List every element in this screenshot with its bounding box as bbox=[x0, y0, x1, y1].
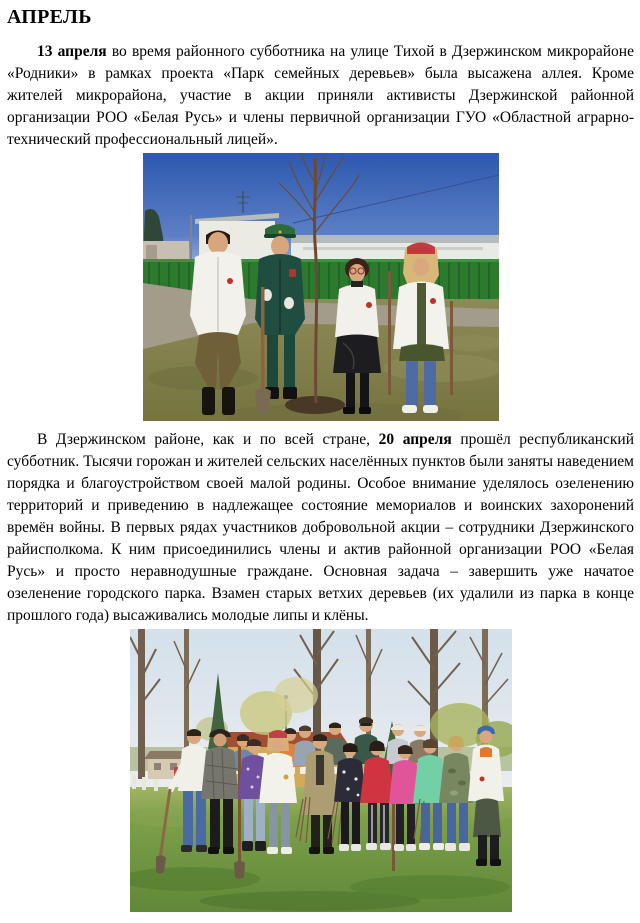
bold-date-13-april: 13 апреля bbox=[37, 43, 107, 60]
photo-tree-planting-alley bbox=[143, 153, 499, 421]
photo-2-illustration bbox=[130, 629, 512, 912]
shovel-blade bbox=[255, 388, 271, 414]
paragraph-2-text-a: В Дзержинском районе, как и по всей стране, bbox=[37, 431, 379, 448]
vertical-shovel bbox=[238, 747, 241, 865]
paragraph-april-20 bbox=[7, 429, 634, 627]
shovel-handle bbox=[261, 287, 265, 391]
paragraph-1-text: во время районного субботника на улице Тихой в Дзержинском микрорайоне «Родники» в рамках проекта «Парк семейных деревьев» была высажена аллея. Кроме жителей микрорайона, участие в акции приняли активисты Дзержинской районной организации РОО «Белая Русь» и члены первичной организации ГУО «Областной аграрно-технический профессиональный лицей». bbox=[7, 43, 634, 148]
photo-park-subbotnik-group bbox=[130, 629, 512, 912]
support-stake-right bbox=[450, 301, 453, 395]
bold-date-20-april: 20 апреля bbox=[378, 431, 452, 448]
page-title: АПРЕЛЬ bbox=[7, 6, 92, 28]
photo-1-illustration bbox=[143, 153, 499, 421]
industrial-building bbox=[291, 235, 499, 259]
paragraph-april-13 bbox=[7, 41, 634, 151]
support-stake bbox=[388, 271, 391, 395]
paragraph-2-text-b: прошёл республиканский субботник. Тысячи горожан и жителей сельских населённых пунктов были заняты наведением порядка и благоустройством своей малой родины. Особое внимание уделялось озеленению территорий и приведению в надлежащее состояние мемориалов и воинских захоронений времён войны. В первых рядах участников добровольной акции – сотрудники Дзержинского райисполкома. К ним присоединились члены и актив районной организации РОО «Белая Русь» и просто неравнодушные граждане. Основная задача – завершить уже начатое озеленение городского парка. Взамен старых ветхих деревьев (их удалили из парка в конце прошлого года) высаживались молодые липы и клёны. bbox=[7, 431, 635, 624]
